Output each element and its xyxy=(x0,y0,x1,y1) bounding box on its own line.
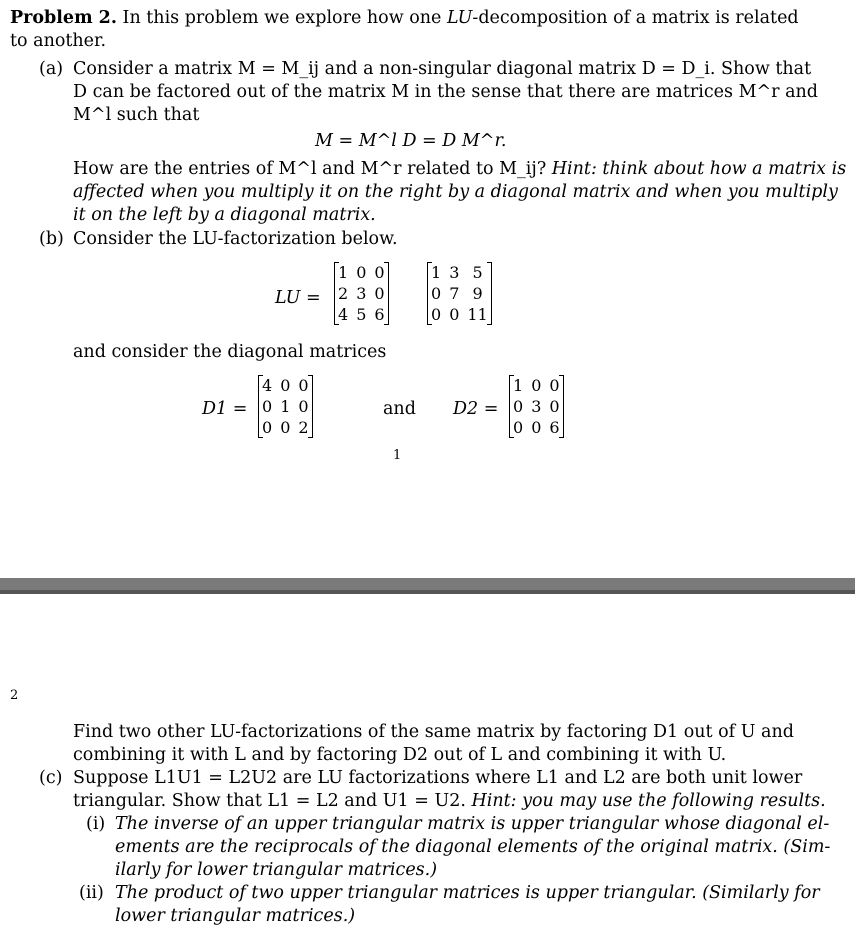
part-c-line2 xyxy=(73,790,826,813)
matrix-l-right-bracket xyxy=(384,262,389,325)
matrix-d2-cell: 0 xyxy=(513,397,524,416)
matrix-d1-cell: 4 xyxy=(262,376,273,395)
problem-title: Problem 2. xyxy=(10,8,117,28)
matrix-d2-row xyxy=(509,396,564,417)
matrix-d1-cell: 1 xyxy=(280,397,291,416)
matrix-l-cell: 5 xyxy=(356,305,367,324)
matrix-d2-cell: 1 xyxy=(513,376,524,395)
matrix-l-cell: 0 xyxy=(356,263,367,282)
matrix-d2-table xyxy=(509,375,564,438)
part-a-hint-2: affected when you multiply it on the right by a diagonal matrix and when you multiply xyxy=(73,182,838,202)
matrix-l-cell: 0 xyxy=(374,284,385,303)
matrix-u-table xyxy=(427,262,492,325)
matrix-d1-cell: 0 xyxy=(298,376,309,395)
matrix-d1-cell: 0 xyxy=(262,397,273,416)
matrix-d1-cell: 0 xyxy=(298,397,309,416)
matrix-d1-cell: 0 xyxy=(280,418,291,437)
problem-intro-1-end: -decomposition of a matrix is related xyxy=(472,8,799,28)
part-a-label: (a) xyxy=(39,59,64,79)
part-c-line1: Suppose L1U1 = L2U2 are LU factorizations where L1 and L2 are both unit lower xyxy=(73,768,803,788)
matrix-l xyxy=(334,262,389,325)
problem-intro-2: to another. xyxy=(10,31,107,51)
part-c-i-line3: ilarly for lower triangular matrices.) xyxy=(115,860,438,880)
matrix-u-cell: 1 xyxy=(431,263,442,282)
matrix-u xyxy=(427,262,492,325)
matrix-d1-left-bracket xyxy=(258,375,263,438)
matrix-d1-row xyxy=(258,396,313,417)
matrix-l-table xyxy=(334,262,389,325)
matrix-u-cell: 9 xyxy=(472,284,483,303)
matrix-l-cell: 3 xyxy=(356,284,367,303)
matrix-d2-cell: 6 xyxy=(549,418,560,437)
matrix-d1-cell: 0 xyxy=(262,418,273,437)
part-a-question: How are the entries of M^l and M^r related to M_ij? xyxy=(73,159,547,179)
part-a-hint-3: it on the left by a diagonal matrix. xyxy=(73,205,376,225)
part-b-find-2: combining it with L and by factoring D2 out of L and combining it with U. xyxy=(73,745,727,765)
matrix-u-cell: 11 xyxy=(467,305,488,324)
matrix-l-cell: 2 xyxy=(338,284,349,303)
matrix-d1-table xyxy=(258,375,313,438)
part-a-line1: Consider a matrix M = M_ij and a non-singular diagonal matrix D = D_i. Show that xyxy=(73,59,812,79)
matrix-u-row xyxy=(427,283,492,304)
matrix-d2-cell: 0 xyxy=(531,376,542,395)
part-c-i-label: (i) xyxy=(86,814,106,834)
part-c-i-line2: ements are the reciprocals of the diagonal elements of the original matrix. (Sim- xyxy=(115,837,831,857)
part-c-ii-label: (ii) xyxy=(79,883,104,903)
part-c-line2-text: triangular. Show that L1 = L2 and U1 = U2. xyxy=(73,791,466,811)
part-c-i-line1: The inverse of an upper triangular matrix is upper triangular whose diagonal el- xyxy=(115,814,830,834)
matrix-u-row xyxy=(427,304,492,325)
matrix-u-cell: 3 xyxy=(449,263,460,282)
matrix-u-cell: 0 xyxy=(431,284,442,303)
part-b-diag-intro: and consider the diagonal matrices xyxy=(73,342,387,362)
part-a-question-line xyxy=(73,158,846,181)
matrix-u-cell: 0 xyxy=(431,305,442,324)
problem-intro-lu: LU xyxy=(446,8,473,28)
part-a-line3: M^l such that xyxy=(73,105,200,125)
and-word: and xyxy=(383,399,416,419)
part-b-line1: Consider the LU-factorization below. xyxy=(73,229,398,249)
matrix-l-cell: 0 xyxy=(374,263,385,282)
d2-label: D2 = xyxy=(453,399,499,419)
part-c-hint: Hint: you may use the following results. xyxy=(471,791,826,811)
matrix-l-cell: 4 xyxy=(338,305,349,324)
matrix-l-cell: 6 xyxy=(374,305,385,324)
matrix-u-cell: 0 xyxy=(449,305,460,324)
matrix-u-cell: 7 xyxy=(449,284,460,303)
matrix-l-row xyxy=(334,262,389,283)
matrix-d2-cell: 0 xyxy=(531,418,542,437)
matrix-d1-right-bracket xyxy=(308,375,313,438)
matrix-d2-cell: 0 xyxy=(549,397,560,416)
part-a-line2: D can be factored out of the matrix M in the sense that there are matrices M^r and xyxy=(73,82,818,102)
matrix-u-cell: 5 xyxy=(472,263,483,282)
matrix-d2-cell: 0 xyxy=(513,418,524,437)
part-c-label: (c) xyxy=(39,768,63,788)
matrix-u-right-bracket xyxy=(487,262,492,325)
matrix-d1-row xyxy=(258,417,313,438)
matrix-u-left-bracket xyxy=(427,262,432,325)
part-c-ii-line2: lower triangular matrices.) xyxy=(115,906,356,926)
matrix-d2-left-bracket xyxy=(509,375,514,438)
matrix-d1-row xyxy=(258,375,313,396)
problem-intro-1: In this problem we explore how one xyxy=(122,8,442,28)
page-divider xyxy=(0,578,855,594)
matrix-l-row xyxy=(334,283,389,304)
page-number-1: 1 xyxy=(393,448,402,463)
matrix-d2-row xyxy=(509,417,564,438)
matrix-d1-cell: 2 xyxy=(298,418,309,437)
part-c-ii-line1: The product of two upper triangular matrices is upper triangular. (Similarly for xyxy=(115,883,820,903)
matrix-u-row xyxy=(427,262,492,283)
matrix-l-row xyxy=(334,304,389,325)
part-a-hint-1: Hint: think about how a matrix is xyxy=(551,159,847,179)
part-a-equation: M = M^l D = D M^r. xyxy=(315,131,507,151)
matrix-d2-cell: 0 xyxy=(549,376,560,395)
matrix-d2-cell: 3 xyxy=(531,397,542,416)
matrix-d1 xyxy=(258,375,313,438)
d1-label: D1 = xyxy=(202,399,248,419)
matrix-l-left-bracket xyxy=(334,262,339,325)
matrix-l-cell: 1 xyxy=(338,263,349,282)
part-b-label: (b) xyxy=(39,229,64,249)
problem-heading-line xyxy=(10,7,799,30)
matrix-d2-right-bracket xyxy=(559,375,564,438)
part-b-find-1: Find two other LU-factorizations of the same matrix by factoring D1 out of U and xyxy=(73,722,794,742)
matrix-d2-row xyxy=(509,375,564,396)
page-number-2: 2 xyxy=(10,688,19,703)
lu-label: LU = xyxy=(275,288,321,308)
matrix-d2 xyxy=(509,375,564,438)
matrix-d1-cell: 0 xyxy=(280,376,291,395)
